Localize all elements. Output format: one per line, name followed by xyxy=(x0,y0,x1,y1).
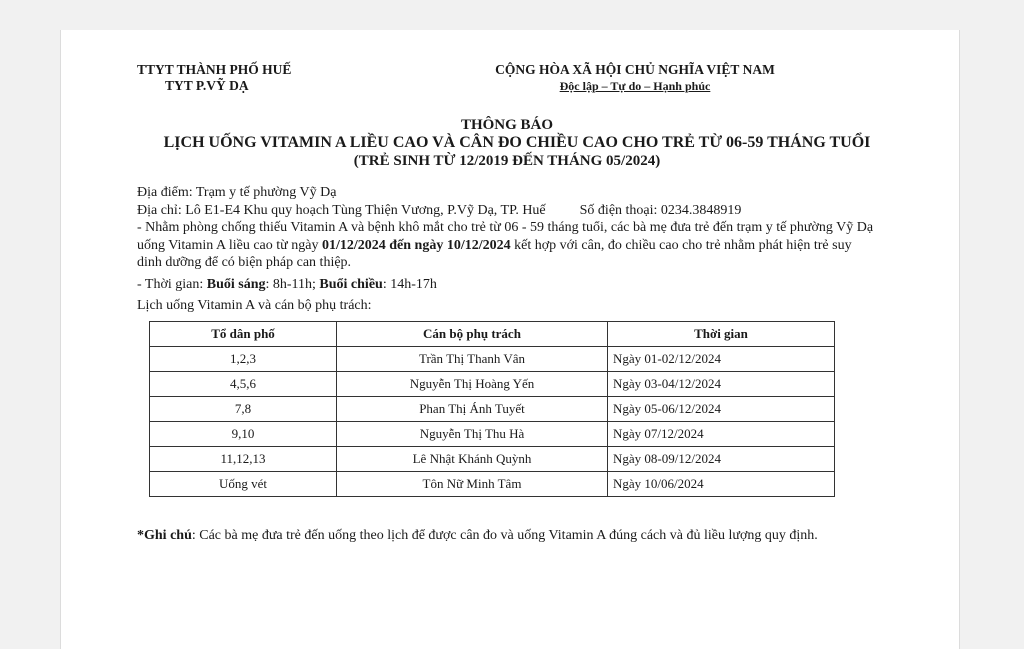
location-line: Địa điểm: Trạm y tế phường Vỹ Dạ xyxy=(137,185,337,200)
document-content xyxy=(137,62,877,545)
cell-group: 7,8 xyxy=(150,396,337,421)
note-label: *Ghi chú xyxy=(137,527,192,543)
purpose-dates: 01/12/2024 đến ngày 10/12/2024 xyxy=(321,237,511,253)
purpose-paragraph xyxy=(137,219,877,272)
note-paragraph xyxy=(137,527,877,545)
cell-group: Uống vét xyxy=(150,471,337,496)
cell-group: 1,2,3 xyxy=(150,346,337,371)
afternoon-label: Buổi chiều xyxy=(319,276,383,292)
document-page xyxy=(60,30,960,649)
table-row xyxy=(150,421,835,446)
cell-staff: Tôn Nữ Minh Tâm xyxy=(337,471,608,496)
morning-value: : 8h-11h; xyxy=(265,276,320,292)
address-line xyxy=(137,202,877,220)
issuing-organization xyxy=(137,62,291,94)
table-header-row xyxy=(150,321,835,346)
cell-date: Ngày 03-04/12/2024 xyxy=(608,371,835,396)
phone-text: Số điện thoại: 0234.3848919 xyxy=(579,202,742,218)
cell-staff: Trần Thị Thanh Vân xyxy=(337,346,608,371)
purpose-text-1: - Nhằm phòng chống thiếu Vitamin A và bệnh khô mắt cho trẻ từ 06 - 59 tháng tuổi, các bà mẹ đưa trẻ đến trạm y tế phường Vỹ Dạ uống Vitamin A liều cao từ ngày xyxy=(137,220,874,253)
document-titles xyxy=(137,116,877,170)
national-motto: Độc lập – Tự do – Hạnh phúc xyxy=(559,79,711,93)
cell-staff: Phan Thị Ánh Tuyết xyxy=(337,396,608,421)
note-text: : Các bà mẹ đưa trẻ đến uống theo lịch để được cân đo và uống Vitamin A đúng cách và đủ liều lượng quy định. xyxy=(191,527,818,543)
document-body xyxy=(137,184,877,315)
title-sub: (TRẺ SINH TỪ 12/2019 ĐẾN THÁNG 05/2024) xyxy=(353,153,661,169)
title-notice: THÔNG BÁO xyxy=(460,117,554,133)
table-row xyxy=(150,471,835,496)
cell-date: Ngày 10/06/2024 xyxy=(608,471,835,496)
header-staff-in-charge: Cán bộ phụ trách xyxy=(337,321,608,346)
morning-label: Buổi sáng xyxy=(206,276,266,292)
table-row xyxy=(150,446,835,471)
national-heading xyxy=(485,62,785,94)
table-row xyxy=(150,396,835,421)
cell-staff: Nguyễn Thị Hoàng Yến xyxy=(337,371,608,396)
title-main: LỊCH UỐNG VITAMIN A LIỀU CAO VÀ CÂN ĐO CHIỀU CAO CHO TRẺ TỪ 06-59 THÁNG TUỔI xyxy=(163,134,871,151)
time-prefix: - Thời gian: xyxy=(137,276,207,292)
header-residential-group: Tổ dân phố xyxy=(150,321,337,346)
org-line-1: TTYT THÀNH PHỐ HUẾ xyxy=(137,62,292,77)
purpose-text-2: kết hợp với cân, đo chiều cao cho trẻ nhằm phát hiện trẻ suy dinh dưỡng để có biện pháp can thiệp. xyxy=(137,237,852,270)
table-intro: Lịch uống Vitamin A và cán bộ phụ trách: xyxy=(137,298,372,313)
cell-group: 11,12,13 xyxy=(150,446,337,471)
schedule-table xyxy=(149,321,835,497)
cell-staff: Nguyễn Thị Thu Hà xyxy=(337,421,608,446)
cell-group: 9,10 xyxy=(150,421,337,446)
address-text: Địa chỉ: Lô E1-E4 Khu quy hoạch Tùng Thiện Vương, P.Vỹ Dạ, TP. Huế xyxy=(137,202,546,218)
header-time: Thời gian xyxy=(608,321,835,346)
afternoon-value: : 14h-17h xyxy=(382,276,437,292)
table-row xyxy=(150,371,835,396)
cell-staff: Lê Nhật Khánh Quỳnh xyxy=(337,446,608,471)
document-header xyxy=(137,62,877,98)
cell-date: Ngày 01-02/12/2024 xyxy=(608,346,835,371)
cell-date: Ngày 08-09/12/2024 xyxy=(608,446,835,471)
table-row xyxy=(150,346,835,371)
cell-date: Ngày 07/12/2024 xyxy=(608,421,835,446)
cell-group: 4,5,6 xyxy=(150,371,337,396)
time-line xyxy=(137,276,877,294)
nation-name: CỘNG HÒA XÃ HỘI CHỦ NGHĨA VIỆT NAM xyxy=(495,62,775,77)
org-line-2: TYT P.VỸ DẠ xyxy=(165,78,249,93)
cell-date: Ngày 05-06/12/2024 xyxy=(608,396,835,421)
